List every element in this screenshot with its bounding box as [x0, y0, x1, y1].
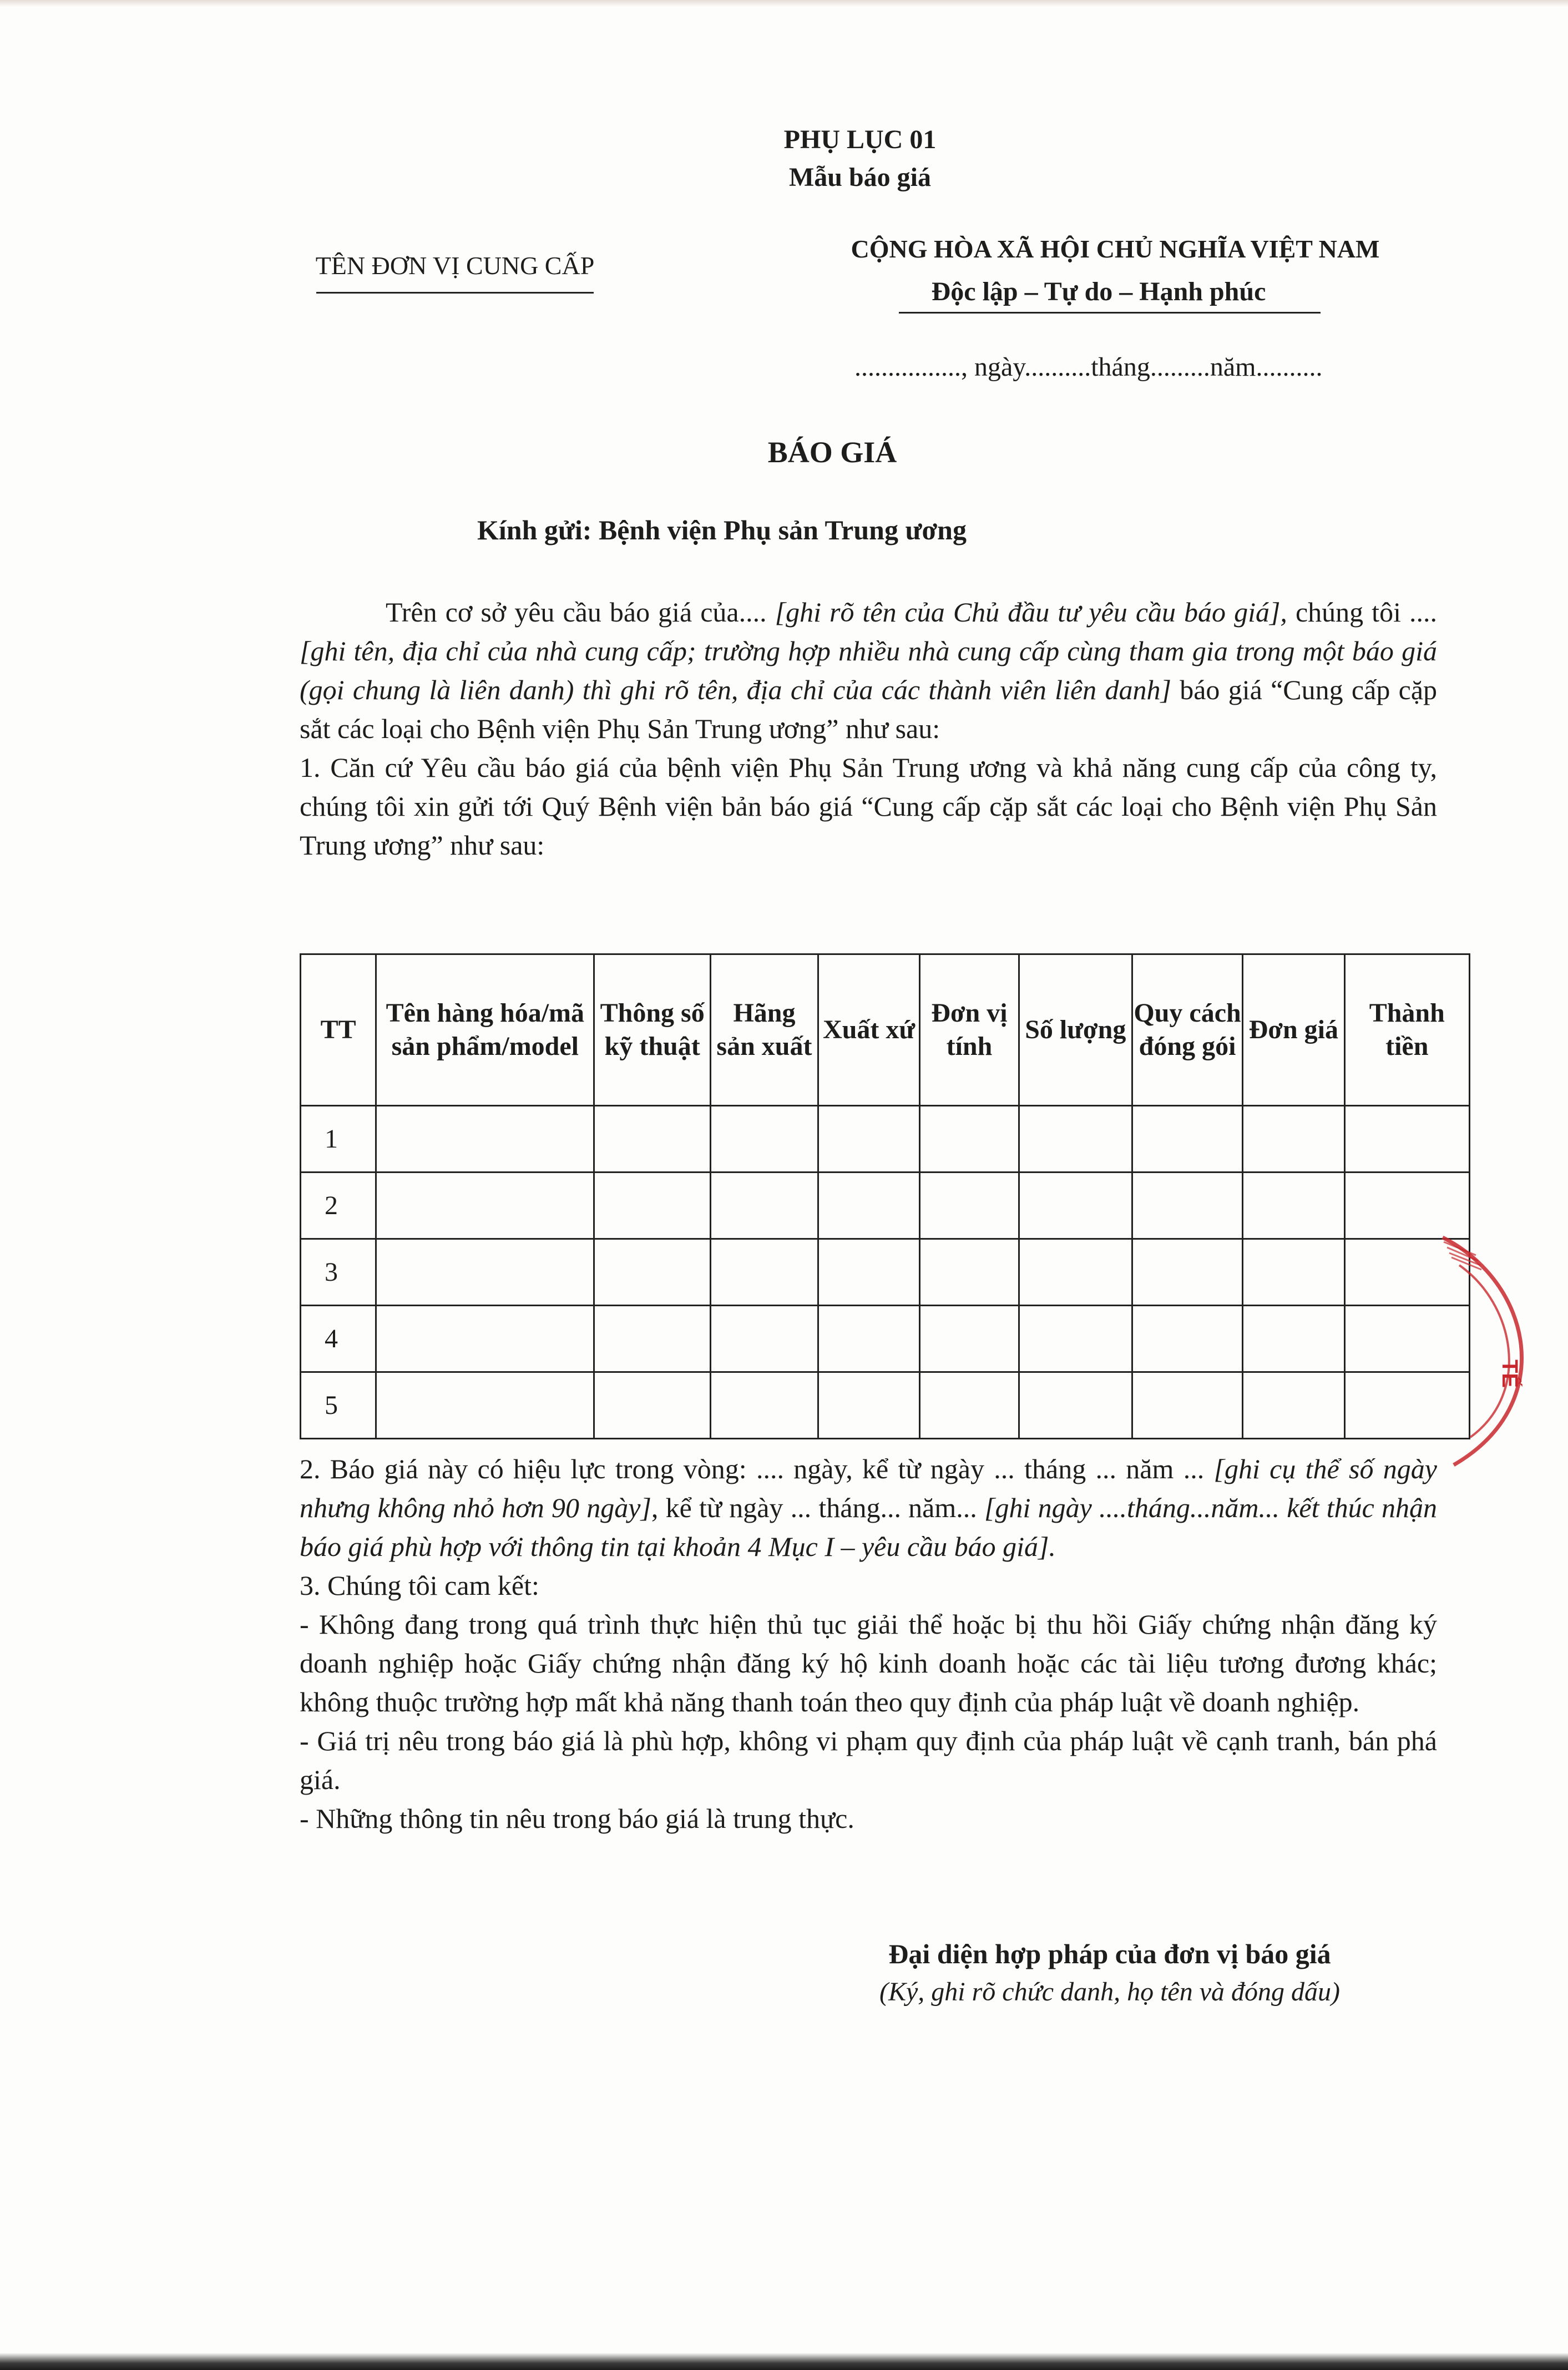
item2-part2: , kể từ ngày ... tháng... năm... [651, 1492, 984, 1523]
table-cell[interactable] [818, 1106, 919, 1173]
table-row [301, 1306, 1470, 1372]
table-cell[interactable] [1019, 1106, 1132, 1173]
intro-part3: báo giá “Cung cấp cặp sắt các loại cho Bệnh viện Phụ Sản Trung ương” như sau: [300, 674, 1438, 744]
table-cell[interactable] [1132, 1306, 1242, 1372]
table-cell[interactable] [594, 1106, 711, 1173]
item2-note2: [ghi ngày ....tháng...năm... kết thúc nhận báo giá phù hợp với thông tin tại khoản 4 Mục I – yêu cầu báo giá]. [300, 1492, 1438, 1562]
table-row [301, 1372, 1470, 1439]
intro-note2: [ghi tên, địa chỉ của nhà cung cấp; trường hợp nhiều nhà cung cấp cùng tham gia trong một báo giá (gọi chung là liên danh) thì ghi rõ tên, địa chỉ của các thành viên liên danh] [300, 635, 1437, 705]
supplier-underline [316, 292, 594, 294]
item1-paragraph: 1. Căn cứ Yêu cầu báo giá của bệnh viện Phụ Sản Trung ương và khả năng cung cấp của công ty, chúng tôi xin gửi tới Quý Bệnh viện bản báo giá “Cung cấp cặp sắt các loại cho Bệnh viện Phụ Sản Trung ương” như sau: [300, 752, 1437, 861]
header-tt: TT [301, 954, 376, 1106]
table-cell[interactable] [594, 1239, 711, 1306]
header-origin: Xuất xứ [818, 954, 919, 1106]
table-cell[interactable] [1243, 1173, 1344, 1239]
addressee-line [477, 513, 1254, 547]
table-cell[interactable] [818, 1306, 919, 1372]
header-product-name: Tên hàng hóa/mã sản phẩm/model [376, 954, 594, 1106]
table-cell[interactable] [1132, 1239, 1242, 1306]
table-row [301, 1239, 1470, 1306]
red-seal-stamp [1420, 1221, 1568, 1476]
table-cell[interactable] [594, 1372, 711, 1439]
table-cell[interactable] [1243, 1372, 1344, 1439]
quote-table [300, 953, 1470, 1439]
table-cell[interactable] [711, 1106, 818, 1173]
table-cell[interactable] [1019, 1306, 1132, 1372]
header-manufacturer: Hãng sản xuất [711, 954, 818, 1106]
intro-part1: Trên cơ sở yêu cầu báo giá của.... [386, 597, 775, 628]
table-cell[interactable] [920, 1106, 1019, 1173]
row-number: 5 [301, 1372, 376, 1439]
table-cell[interactable] [1019, 1372, 1132, 1439]
commitment-3: - Những thông tin nêu trong báo giá là trung thực. [300, 1803, 854, 1834]
item3-heading: 3. Chúng tôi cam kết: [300, 1570, 539, 1601]
header-total: Thành tiền [1344, 954, 1469, 1106]
addressee-name: Bệnh viện Phụ sản Trung ương [598, 514, 967, 545]
header-quantity: Số lượng [1019, 954, 1132, 1106]
table-cell[interactable] [920, 1239, 1019, 1306]
table-cell[interactable] [376, 1106, 594, 1173]
table-cell[interactable] [711, 1239, 818, 1306]
table-cell[interactable] [711, 1372, 818, 1439]
header-packaging: Quy cách đóng gói [1132, 954, 1242, 1106]
table-cell[interactable] [376, 1173, 594, 1239]
table-cell[interactable] [1344, 1106, 1469, 1173]
header-specs: Thông số kỹ thuật [594, 954, 711, 1106]
table-cell[interactable] [1019, 1173, 1132, 1239]
motto: Độc lập – Tự do – Hạnh phúc [931, 277, 1266, 306]
header-unit-price: Đơn giá [1243, 954, 1344, 1106]
addressee-label: Kính gửi: [477, 514, 592, 545]
signature-title: Đại diện hợp pháp của đơn vị báo giá [888, 1938, 1331, 1969]
item2-note1: [ghi cụ thể số ngày nhưng không nhỏ hơn 90 ngày] [300, 1453, 1437, 1523]
date-line: ................, ngày..........tháng.........năm.......... [854, 352, 1323, 382]
table-cell[interactable] [920, 1173, 1019, 1239]
item2-part1: 2. Báo giá này có hiệu lực trong vòng: .... ngày, kể từ ngày ... tháng ... năm ... [300, 1453, 1214, 1484]
row-number: 1 [301, 1106, 376, 1173]
table-cell[interactable] [376, 1372, 594, 1439]
table-cell[interactable] [1132, 1173, 1242, 1239]
appendix-title: PHỤ LỤC 01 [783, 125, 937, 154]
table-row [301, 1106, 1470, 1173]
scan-top-edge [0, 0, 1568, 7]
table-cell[interactable] [1132, 1372, 1242, 1439]
header-unit: Đơn vị tính [920, 954, 1019, 1106]
doc-title: BÁO GIÁ [767, 436, 897, 469]
appendix-subtitle: Mẫu báo giá [788, 163, 932, 192]
signature-note: (Ký, ghi rõ chức danh, họ tên và đóng dấu) [879, 1977, 1341, 2007]
table-cell[interactable] [711, 1173, 818, 1239]
item2-paragraph [300, 1449, 1437, 1566]
motto-underline [899, 312, 1321, 314]
seal-hatch [1444, 1242, 1481, 1270]
supplier-name: TÊN ĐƠN VỊ CUNG CẤP [315, 251, 595, 280]
row-number: 4 [301, 1306, 376, 1372]
table-cell[interactable] [1243, 1106, 1344, 1173]
table-cell[interactable] [711, 1306, 818, 1372]
commitment-2: - Giá trị nêu trong báo giá là phù hợp, không vi phạm quy định của pháp luật về cạnh tranh, bán phá giá. [300, 1725, 1437, 1795]
table-cell[interactable] [376, 1239, 594, 1306]
table-cell[interactable] [594, 1173, 711, 1239]
table-cell[interactable] [1243, 1239, 1344, 1306]
row-number: 3 [301, 1239, 376, 1306]
row-number: 2 [301, 1173, 376, 1239]
table-row [301, 1173, 1470, 1239]
terms-section [300, 1449, 1437, 1838]
table-cell[interactable] [376, 1306, 594, 1372]
table-cell[interactable] [1243, 1306, 1344, 1372]
intro-part2: chúng tôi .... [1287, 597, 1437, 628]
table-cell[interactable] [818, 1239, 919, 1306]
table-header-row [301, 954, 1470, 1106]
country-name: CỘNG HÒA XÃ HỘI CHỦ NGHĨA VIỆT NAM [851, 235, 1380, 263]
table-cell[interactable] [920, 1306, 1019, 1372]
seal-text: TẾ [1498, 1360, 1522, 1388]
intro-paragraph [300, 593, 1437, 865]
table-cell[interactable] [920, 1372, 1019, 1439]
seal-outer-ring [1443, 1237, 1522, 1465]
commitment-1: - Không đang trong quá trình thực hiện thủ tục giải thể hoặc bị thu hồi Giấy chứng nhận đăng ký doanh nghiệp hoặc Giấy chứng nhận đăng ký hộ kinh doanh hoặc các tài liệu tương đương khác; không thuộc trường hợp mất khả năng thanh toán theo quy định của pháp luật về doanh nghiệp. [300, 1609, 1437, 1717]
intro-note1: [ghi rõ tên của Chủ đầu tư yêu cầu báo giá], [775, 597, 1287, 628]
table-cell[interactable] [594, 1306, 711, 1372]
table-cell[interactable] [1132, 1106, 1242, 1173]
scan-bottom-edge [0, 2353, 1568, 2370]
table-cell[interactable] [818, 1173, 919, 1239]
table-cell[interactable] [1019, 1239, 1132, 1306]
table-cell[interactable] [818, 1372, 919, 1439]
